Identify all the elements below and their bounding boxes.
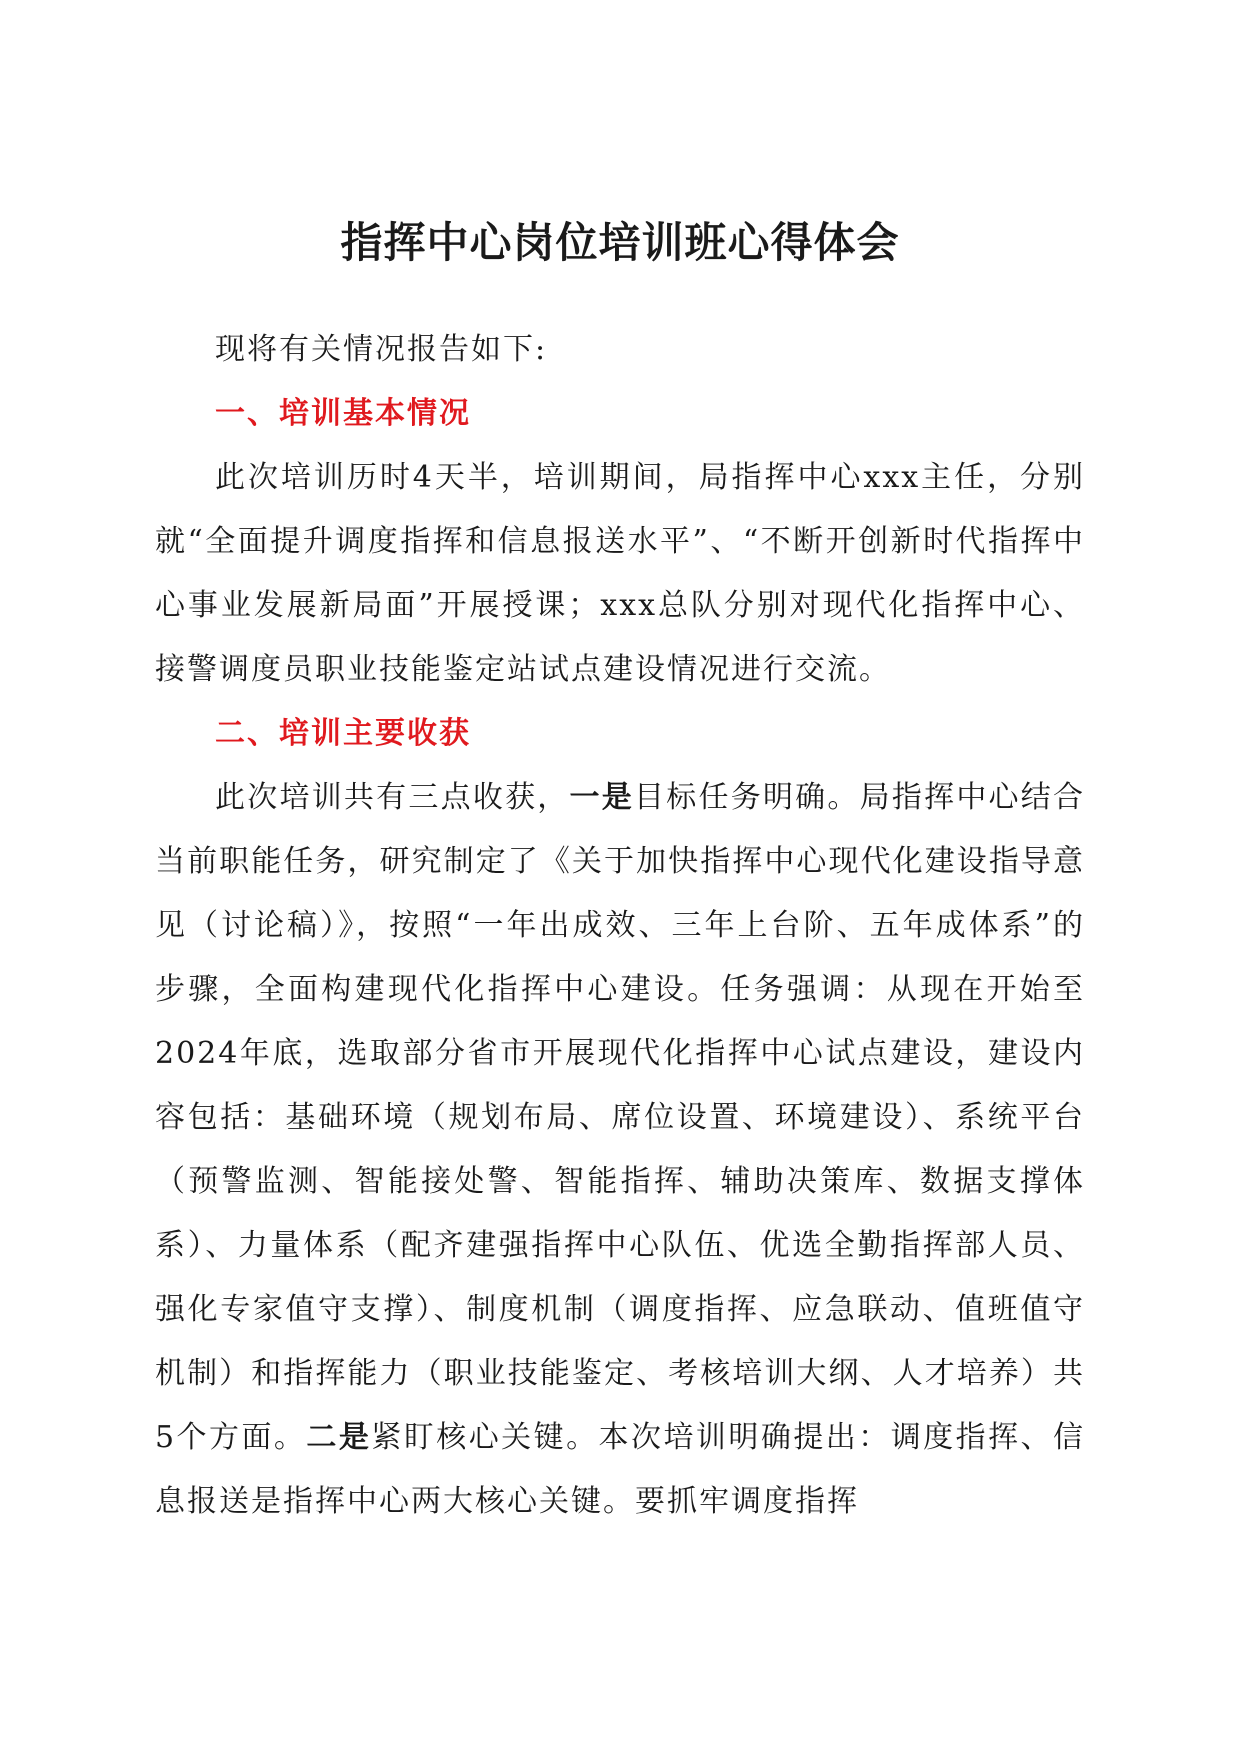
section-2-text-2: 目标任务明确。局指挥中心结合当前职能任务，研究制定了《关于加快指挥中心现代化建设指导意见（讨论稿）》，按照“一年出成效、三年上台阶、五年成体系”的步骤，全面构建现代化指挥中心建设。任务强调：从现在开始至2024年底，选取部分省市开展现代化指挥中心试点建设，建设内容包括：基础环境（规划布局、席位设置、环境建设）、系统平台（预警监测、智能接处警、智能指挥、辅助决策库、数据支撑体系）、力量体系（配齐建强指挥中心队伍、优选全勤指挥部人员、强化专家值守支撑）、制度机制（调度指挥、应急联动、值班值守机制）和指挥能力（职业技能鉴定、考核培训大纲、人才培养）共5个方面。 <box>155 780 1086 1455</box>
section-2-text-1: 此次培训共有三点收获， <box>215 780 570 815</box>
emphasis-first: 一是 <box>569 780 635 815</box>
document-body <box>155 318 1085 1534</box>
section-2-paragraph <box>155 766 1085 1534</box>
section-heading-1: 一、培训基本情况 <box>215 396 471 431</box>
emphasis-second: 二是 <box>306 1420 372 1455</box>
section-1-paragraph: 此次培训历时4天半，培训期间，局指挥中心xxx主任，分别就“全面提升调度指挥和信息报送水平”、“不断开创新时代指挥中心事业发展新局面”开展授课；xxx总队分别对现代化指挥中心、接警调度员职业技能鉴定站试点建设情况进行交流。 <box>155 460 1085 687</box>
section-2-text-3: 紧盯核心关键。本次培训明确提出：调度指挥、信息报送是指挥中心两大核心关键。要抓牢调度指挥 <box>155 1420 1086 1519</box>
document-title: 指挥中心岗位培训班心得体会 <box>340 218 900 267</box>
intro-paragraph: 现将有关情况报告如下: <box>215 332 548 367</box>
section-heading-2: 二、培训主要收获 <box>215 716 471 751</box>
